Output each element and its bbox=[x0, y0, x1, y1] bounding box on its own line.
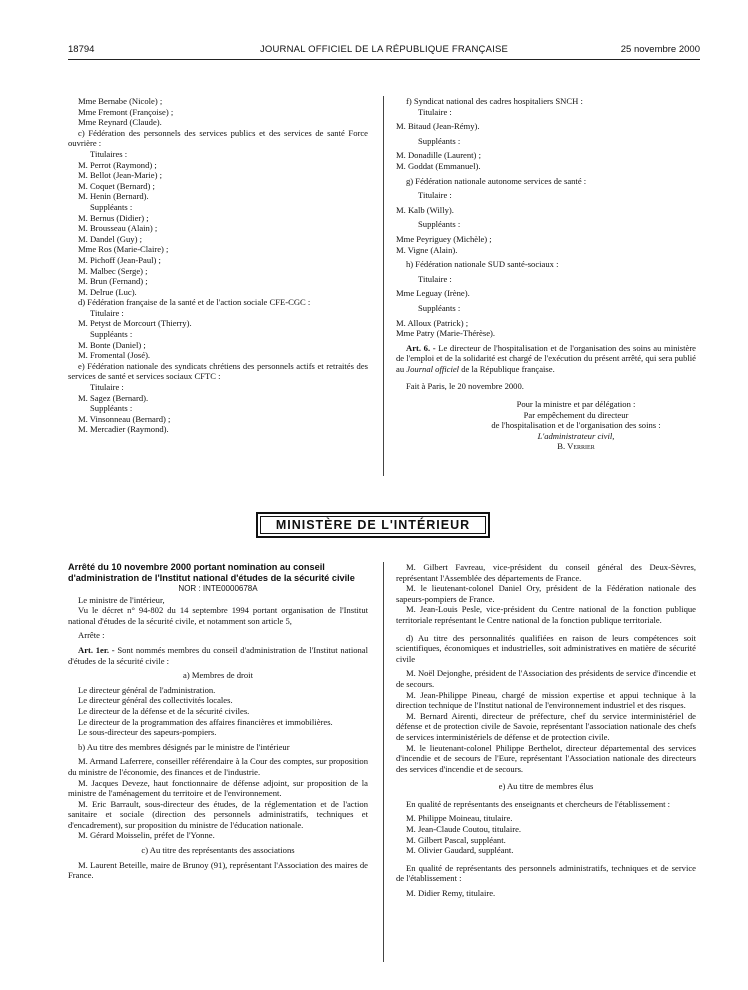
titulaires-label: Titulaires : bbox=[90, 148, 128, 159]
section-heading-d: d) Fédération française de la santé et de l'action sociale CFE-CGC : bbox=[78, 297, 311, 308]
section-heading-d: d) Au titre des personnalités qualifiées en raison de leurs compétences soit scientifiques, économiques et industrielles, soit administratives en matière de sécurité civile bbox=[396, 632, 696, 664]
article-1: Art. 1er. - Sont nommés membres du conseil d'administration de l'Institut national d'études de la sécurité civile : bbox=[68, 644, 369, 666]
list-item: M. Noël Dejonghe, président de l'Association des présidents de service d'incendie et de secours. bbox=[396, 668, 696, 689]
list-item: M. Delrue (Luc). bbox=[78, 286, 137, 297]
list-item: M. le lieutenant-colonel Philippe Berthelot, directeur départemental des services d'incendie et de secours de l'Eure, représentant l'Association nationale des directeurs des services d'incendie et de secours. bbox=[396, 742, 696, 774]
nor-reference: NOR : INTE0000678A bbox=[178, 584, 258, 593]
list-item: M. Philippe Moineau, titulaire. bbox=[406, 813, 513, 824]
list-item: M. Didier Remy, titulaire. bbox=[406, 888, 496, 899]
list-item: M. Kalb (Willy). bbox=[396, 204, 454, 215]
paragraph: En qualité de représentants des personnels administratifs, techniques et de service de l'établissement : bbox=[396, 862, 696, 884]
list-item: M. Pichoff (Jean-Paul) ; bbox=[78, 254, 161, 265]
section-heading-f: f) Syndicat national des cadres hospitaliers SNCH : bbox=[406, 96, 583, 106]
list-item: M. Jean-Louis Pesle, vice-président du Centre national de la fonction publique territoriale représentant le Centre national de la fonction publique territoriale. bbox=[396, 604, 696, 625]
signature-line: Par empêchement du directeur bbox=[523, 409, 629, 420]
list-item: M. Perrot (Raymond) ; bbox=[78, 159, 157, 170]
arrete-label: Arrête : bbox=[78, 630, 105, 641]
section-heading-g: g) Fédération nationale autonome services de santé : bbox=[406, 175, 587, 186]
list-item: M. Vinsonneau (Bernard) ; bbox=[78, 413, 171, 424]
ministry-heading-box bbox=[256, 512, 490, 538]
list-item: M. Goddat (Emmanuel). bbox=[396, 160, 481, 171]
arrete-title: Arrêté du 10 novembre 2000 portant nomination au conseil d'administration de l'Institut national d'études de la sécurité civile bbox=[68, 562, 355, 583]
ministry-title: MINISTÈRE DE L'INTÉRIEUR bbox=[260, 516, 486, 534]
article-6-label: Art. 6. - bbox=[406, 342, 436, 353]
list-item: Mme Reynard (Claude). bbox=[78, 117, 162, 128]
section-heading-e: e) Au titre de membres élus bbox=[498, 781, 594, 792]
list-item: M. Henin (Bernard). bbox=[78, 191, 149, 202]
list-item: M. Armand Laferrere, conseiller référendaire à la Cour des comptes, sur proposition du ministre de l'économie, des finances et de l'industrie. bbox=[68, 756, 368, 777]
list-item: M. Malbec (Serge) ; bbox=[78, 265, 148, 276]
list-item: M. Jacques Deveze, haut fonctionnaire de défense adjoint, sur proposition de la ministre de l'aménagement du territoire et de l'environnement. bbox=[68, 777, 368, 799]
list-item: Le sous-directeur des sapeurs-pompiers. bbox=[78, 727, 217, 738]
header-rule bbox=[68, 59, 700, 60]
titulaire-label: Titulaire : bbox=[90, 382, 124, 393]
list-item: M. Brousseau (Alain) ; bbox=[78, 223, 158, 234]
list-item: M. Petyst de Morcourt (Thierry). bbox=[78, 318, 192, 329]
fait-a-paris: Fait à Paris, le 20 novembre 2000. bbox=[406, 381, 524, 392]
list-item: M. Alloux (Patrick) ; bbox=[396, 317, 469, 328]
list-item: Le directeur de la défense et de la sécurité civiles. bbox=[78, 705, 250, 716]
list-item: Le directeur de la programmation des affaires financières et immobilières. bbox=[78, 716, 333, 727]
signature-line: Pour la ministre et par délégation : bbox=[516, 399, 636, 410]
list-item: M. Bernard Airenti, directeur de préfecture, chef du service interministériel de défense et de protection civile de Savoie, représentant l'association nationale des chefs de services interministériels de défense et de protection civile. bbox=[396, 710, 696, 742]
list-item: M. Brun (Fernand) ; bbox=[78, 276, 148, 287]
titulaire-label: Titulaire : bbox=[418, 190, 452, 201]
titulaire-label: Titulaire : bbox=[418, 106, 452, 117]
paragraph: Le ministre de l'intérieur, bbox=[78, 594, 165, 605]
publication-date: 25 novembre 2000 bbox=[620, 44, 700, 55]
signature-line: de l'hospitalisation et de l'organisation des soins : bbox=[491, 420, 661, 431]
page-header bbox=[68, 44, 700, 60]
list-item: Le directeur général de l'administration. bbox=[78, 684, 216, 695]
list-item: M. Mercadier (Raymond). bbox=[78, 424, 169, 435]
list-item: Mme Bernabe (Nicole) ; bbox=[78, 96, 163, 106]
suppleants-label: Suppléants : bbox=[90, 201, 133, 212]
list-item: Mme Ros (Marie-Claire) ; bbox=[78, 244, 169, 255]
titulaire-label: Titulaire : bbox=[90, 307, 124, 318]
list-item: M. Gilbert Pascal, suppléant. bbox=[406, 834, 506, 845]
list-item: M. Gilbert Favreau, vice-président du conseil général des Deux-Sèvres, représentant l'Assemblée des départements de France. bbox=[396, 562, 696, 583]
article-1-label: Art. 1er. - bbox=[78, 644, 115, 655]
paragraph: En qualité de représentants des enseignants et chercheurs de l'établissement : bbox=[406, 798, 671, 809]
page-number: 18794 bbox=[68, 44, 95, 55]
list-item: M. Bernus (Didier) ; bbox=[78, 212, 149, 223]
suppleants-label: Suppléants : bbox=[418, 135, 461, 146]
right-bottom-column bbox=[396, 562, 696, 899]
list-item: M. Fromental (José). bbox=[78, 350, 151, 361]
suppleants-label: Suppléants : bbox=[90, 403, 133, 414]
section-heading-a: a) Membres de droit bbox=[183, 670, 253, 681]
list-item: Le directeur général des collectivités locales. bbox=[78, 695, 233, 706]
list-item: M. Sagez (Bernard). bbox=[78, 392, 149, 403]
list-item: M. Eric Barrault, sous-directeur des études, de la réglementation et de l'action sanitaire et sociale (direction des personnels administratifs, techniques et d'encadrement), sur proposition du ministre de l'éducation nationale. bbox=[68, 798, 368, 830]
signatory-name: B. Verrier bbox=[557, 441, 595, 452]
list-item: M. Gérard Moisselin, préfet de l'Yonne. bbox=[78, 830, 215, 841]
titulaire-label: Titulaire : bbox=[418, 273, 452, 284]
list-item: M. Bonte (Daniel) ; bbox=[78, 339, 146, 350]
list-item: M. Vigne (Alain). bbox=[396, 244, 458, 255]
signature-title: L'administrateur civil, bbox=[537, 430, 615, 441]
list-item: M. Coquet (Bernard) ; bbox=[78, 180, 155, 191]
list-item: Mme Leguay (Irène). bbox=[396, 288, 470, 299]
section-heading-e: e) Fédération nationale des syndicats chrétiens des personnels actifs et retraités des services de santé et services sociaux CFTC : bbox=[68, 360, 368, 382]
journal-title: JOURNAL OFFICIEL DE LA RÉPUBLIQUE FRANÇAISE bbox=[259, 44, 509, 55]
section-heading-h: h) Fédération nationale SUD santé-sociaux : bbox=[406, 259, 559, 270]
list-item: M. Laurent Beteille, maire de Brunoy (91), représentant l'Association des maires de France. bbox=[68, 859, 368, 881]
article-6: Art. 6. - Le directeur de l'hospitalisation et de l'organisation des soins au ministère de l'emploi et de la solidarité est chargé de l'exécution du présent arrêté, qui sera publié au Journal officiel de la République française. bbox=[396, 342, 696, 374]
section-heading-b: b) Au titre des membres désignés par le ministre de l'intérieur bbox=[78, 741, 290, 752]
journal-officiel-ref: Journal officiel bbox=[406, 363, 460, 374]
list-item: M. Bellot (Jean-Marie) ; bbox=[78, 170, 163, 181]
list-item: M. Bitaud (Jean-Rémy). bbox=[396, 121, 480, 132]
right-top-column bbox=[396, 96, 696, 452]
suppleants-label: Suppléants : bbox=[418, 302, 461, 313]
suppleants-label: Suppléants : bbox=[90, 329, 133, 340]
list-item: M. Dandel (Guy) ; bbox=[78, 233, 142, 244]
column-separator bbox=[383, 562, 384, 962]
list-item: M. Olivier Gaudard, suppléant. bbox=[406, 845, 514, 856]
list-item: Mme Fremont (Françoise) ; bbox=[78, 106, 174, 117]
list-item: M. Donadille (Laurent) ; bbox=[396, 150, 481, 161]
suppleants-label: Suppléants : bbox=[418, 219, 461, 230]
list-item: M. le lieutenant-colonel Daniel Ory, président de la Fédération nationale des sapeurs-pompiers de France. bbox=[396, 583, 696, 604]
section-heading-c: c) Fédération des personnels des services publics et des services de santé Force ouvrière : bbox=[68, 127, 368, 149]
column-separator bbox=[383, 96, 384, 476]
list-item: M. Jean-Philippe Pineau, chargé de mission expertise et appui technique à la direction technique de l'Institut national de l'environnement industriel et des risques. bbox=[396, 689, 696, 711]
list-item: Mme Peyriguey (Michèle) ; bbox=[396, 233, 492, 244]
list-item: Mme Patry (Marie-Thérèse). bbox=[396, 328, 496, 339]
paragraph: Vu le décret n° 94-802 du 14 septembre 1994 portant organisation de l'Institut national d'études de la sécurité civile, et notamment son article 5, bbox=[68, 605, 368, 626]
list-item: M. Jean-Claude Coutou, titulaire. bbox=[406, 824, 522, 835]
section-heading-c: c) Au titre des représentants des associations bbox=[141, 845, 295, 856]
left-bottom-column bbox=[68, 562, 368, 881]
left-top-column bbox=[68, 96, 368, 435]
